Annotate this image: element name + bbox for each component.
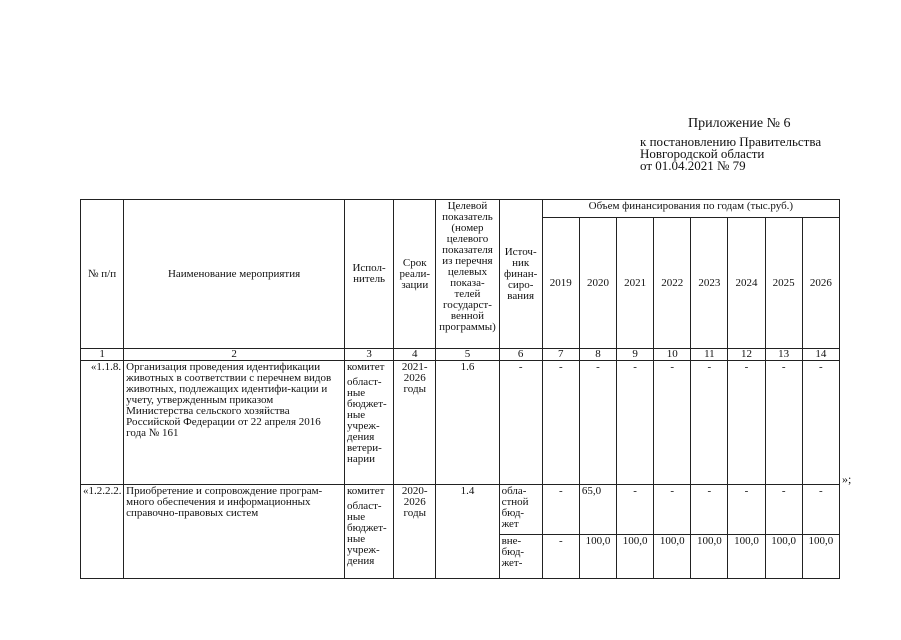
closing-quote-mark: »; [842, 472, 852, 486]
term-cell: 2021-2026 годы [394, 361, 436, 485]
column-number: 2 [124, 349, 345, 361]
activity-name: Приобретение и сопровождение програм-много обеспечения и информационных справочно-правовых систем [124, 485, 345, 579]
column-number: 5 [436, 349, 499, 361]
value-cell: - [802, 361, 839, 485]
value-cell: 100,0 [765, 535, 802, 579]
year-header: 2021 [617, 218, 654, 349]
target-cell: 1.6 [436, 361, 499, 485]
value-cell: - [728, 361, 765, 485]
value-cell: - [802, 485, 839, 535]
value-cell: - [765, 485, 802, 535]
col-header-name: Наименование мероприятия [124, 200, 345, 349]
value-cell: - [542, 361, 579, 485]
document-header [640, 118, 895, 172]
col-header-funding: Объем финансирования по годам (тыс.руб.) [542, 200, 839, 218]
executor-cell [345, 361, 394, 485]
value-cell: 65,0 [579, 485, 616, 535]
value-cell: - [617, 361, 654, 485]
value-cell: 100,0 [654, 535, 691, 579]
executor-primary: комитет [347, 361, 385, 373]
header-line-1: к постановлению Правительства [640, 134, 822, 149]
col-header-num: № п/п [81, 200, 124, 349]
value-cell: 100,0 [691, 535, 728, 579]
table-row [81, 361, 840, 485]
value-cell: - [728, 485, 765, 535]
target-cell: 1.4 [436, 485, 499, 579]
column-number: 9 [617, 349, 654, 361]
source-cell: - [499, 361, 542, 485]
column-number: 12 [728, 349, 765, 361]
col-header-executor: Испол-нитель [345, 200, 394, 349]
appendix-title: Приложение № 6 [688, 116, 791, 131]
column-number: 6 [499, 349, 542, 361]
value-cell: - [765, 361, 802, 485]
value-cell: - [542, 485, 579, 535]
column-number: 7 [542, 349, 579, 361]
value-cell: 100,0 [617, 535, 654, 579]
row-number: «1.1.8. [81, 361, 124, 485]
year-header: 2026 [802, 218, 839, 349]
year-header: 2020 [579, 218, 616, 349]
header-line-2: Новгородской области [640, 146, 765, 161]
funding-table [80, 199, 840, 579]
value-cell: - [542, 535, 579, 579]
column-number: 4 [394, 349, 436, 361]
row-number: «1.2.2.2. [81, 485, 124, 579]
year-header: 2023 [691, 218, 728, 349]
value-cell: - [617, 485, 654, 535]
activity-name: Организация проведения идентификации животных в соответствии с перечнем видов животных, подлежащих идентифи-кации и учету, утвержденным приказом Министерства сельского хозяйства Российской Федерации от 22 апреля 2016 года № 161 [124, 361, 345, 485]
executor-secondary: област-ные бюджет-ные учреж-дения ветери-нарии [347, 376, 387, 465]
column-number: 14 [802, 349, 839, 361]
executor-primary: комитет [347, 485, 385, 497]
table-row [81, 485, 840, 535]
column-number: 8 [579, 349, 616, 361]
term-cell: 2020-2026 годы [394, 485, 436, 579]
column-number: 1 [81, 349, 124, 361]
header-line-3: от 01.04.2021 № 79 [640, 158, 746, 173]
year-header: 2024 [728, 218, 765, 349]
column-number: 3 [345, 349, 394, 361]
year-header: 2025 [765, 218, 802, 349]
column-number: 11 [691, 349, 728, 361]
value-cell: - [579, 361, 616, 485]
column-number: 10 [654, 349, 691, 361]
col-header-target: Целевой показатель (номер целевого показателя из перечня целевых показа-телей государст-венной программы) [436, 200, 499, 349]
value-cell: 100,0 [579, 535, 616, 579]
executor-cell [345, 485, 394, 579]
value-cell: 100,0 [728, 535, 765, 579]
year-header: 2019 [542, 218, 579, 349]
executor-secondary: област-ные бюджет-ные учреж-дения [347, 500, 387, 567]
year-header: 2022 [654, 218, 691, 349]
value-cell: - [654, 485, 691, 535]
column-number: 13 [765, 349, 802, 361]
value-cell: - [691, 485, 728, 535]
col-header-term: Срок реали-зации [394, 200, 436, 349]
value-cell: - [691, 361, 728, 485]
value-cell: - [654, 361, 691, 485]
value-cell: 100,0 [802, 535, 839, 579]
col-header-source: Источ-ник финан-сиро-вания [499, 200, 542, 349]
column-numbering-row [81, 349, 840, 361]
source-cell: обла-стной бюд-жет [499, 485, 542, 535]
source-cell: вне-бюд-жет- [499, 535, 542, 579]
